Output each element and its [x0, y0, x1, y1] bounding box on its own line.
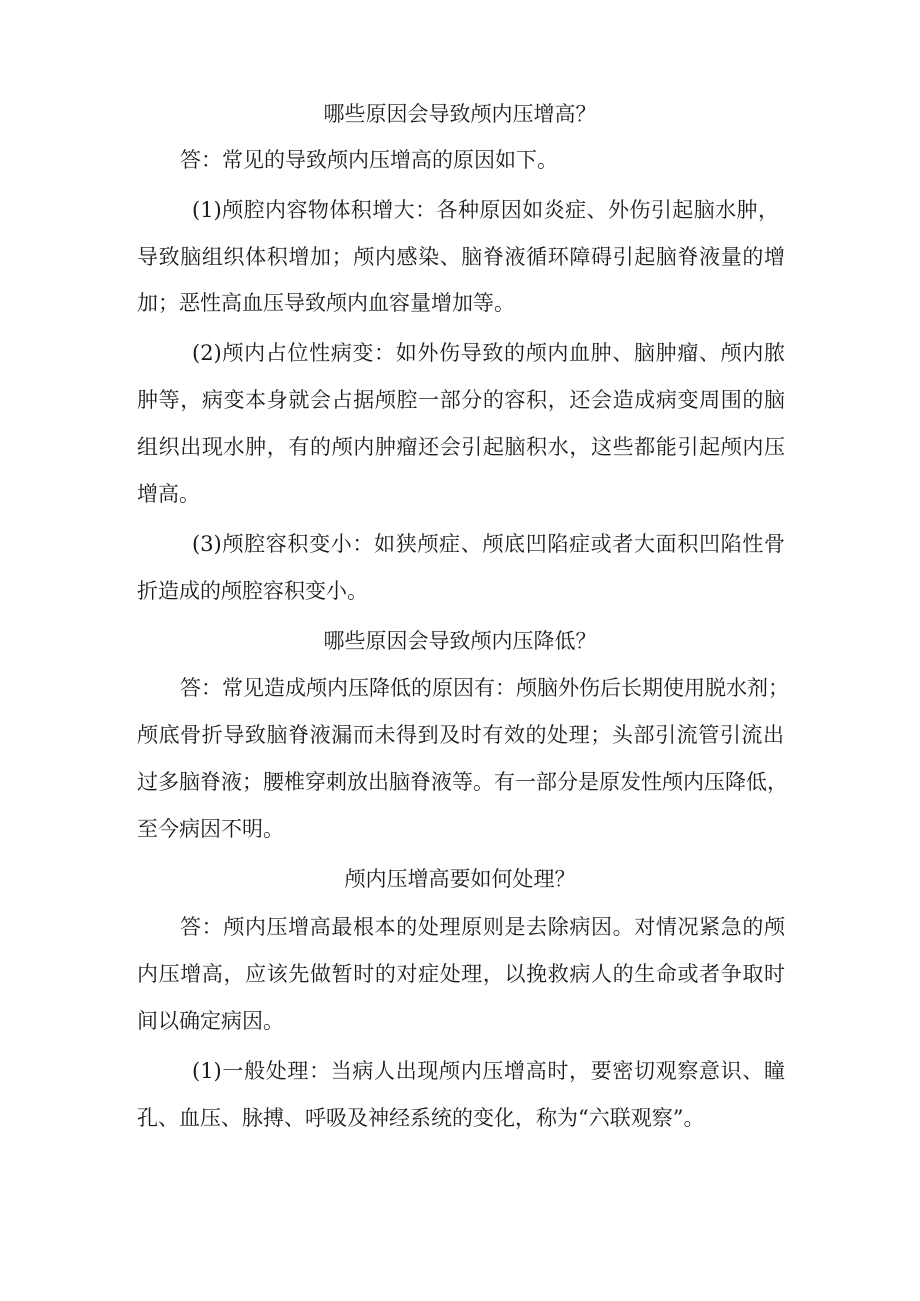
answer-line: 内压增高，应该先做暂时的对症处理，以挽救病人的生命或者争取时	[137, 962, 785, 986]
paragraph-line: 加；恶性高血压导致颅内血容量增加等。	[137, 291, 515, 315]
answer-line: 颅底骨折导致脑脊液漏而未得到及时有效的处理；头部引流管引流出	[137, 723, 784, 747]
paragraph-line: 孔、血压、脉搏、呼吸及神经系统的变化，称为“六联观察”。	[137, 1106, 705, 1130]
answer-line: 至今病因不明。	[137, 817, 284, 841]
paragraph-line: (1)颅腔内容物体积增大：各种原因如炎症、外伤引起脑水肿，	[192, 198, 779, 222]
paragraph-line: (3)颅腔容积变小：如狭颅症、颅底凹陷症或者大面积凹陷性骨	[192, 532, 785, 556]
paragraph-line: 肿等，病变本身就会占据颅腔一部分的容积，还会造成病变周围的脑	[137, 388, 785, 412]
answer-line: 答：颅内压增高最根本的处理原则是去除病因。对情况紧急的颅	[180, 915, 785, 939]
paragraph-line: 折造成的颅腔容积变小。	[137, 579, 368, 603]
section-heading: 哪些原因会导致颅内压增高？	[323, 102, 597, 126]
paragraph-line: 组织出现水肿，有的颅内肿瘤还会引起脑积水，这些都能引起颅内压	[137, 435, 785, 459]
answer-line: 过多脑脊液；腰椎穿刺放出脑脊液等。有一部分是原发性颅内压降低，	[137, 770, 788, 794]
section-heading: 哪些原因会导致颅内压降低？	[323, 629, 597, 653]
paragraph-line: 导致脑组织体积增加；颅内感染、脑脊液循环障碍引起脑脊液量的增	[137, 245, 785, 269]
paragraph-line: (2)颅内占位性病变：如外伤导致的颅内血肿、脑肿瘤、颅内脓	[192, 341, 785, 365]
paragraph-line: 增高。	[137, 482, 200, 506]
answer-line: 答：常见造成颅内压降低的原因有：颅脑外伤后长期使用脱水剂；	[180, 676, 789, 700]
paragraph-line: (1)一般处理：当病人出现颅内压增高时，要密切观察意识、瞳	[192, 1059, 785, 1083]
answer-line: 答：常见的导致颅内压增高的原因如下。	[180, 148, 558, 172]
section-heading: 颅内压增高要如何处理？	[344, 867, 576, 891]
answer-line: 间以确定病因。	[137, 1009, 284, 1033]
